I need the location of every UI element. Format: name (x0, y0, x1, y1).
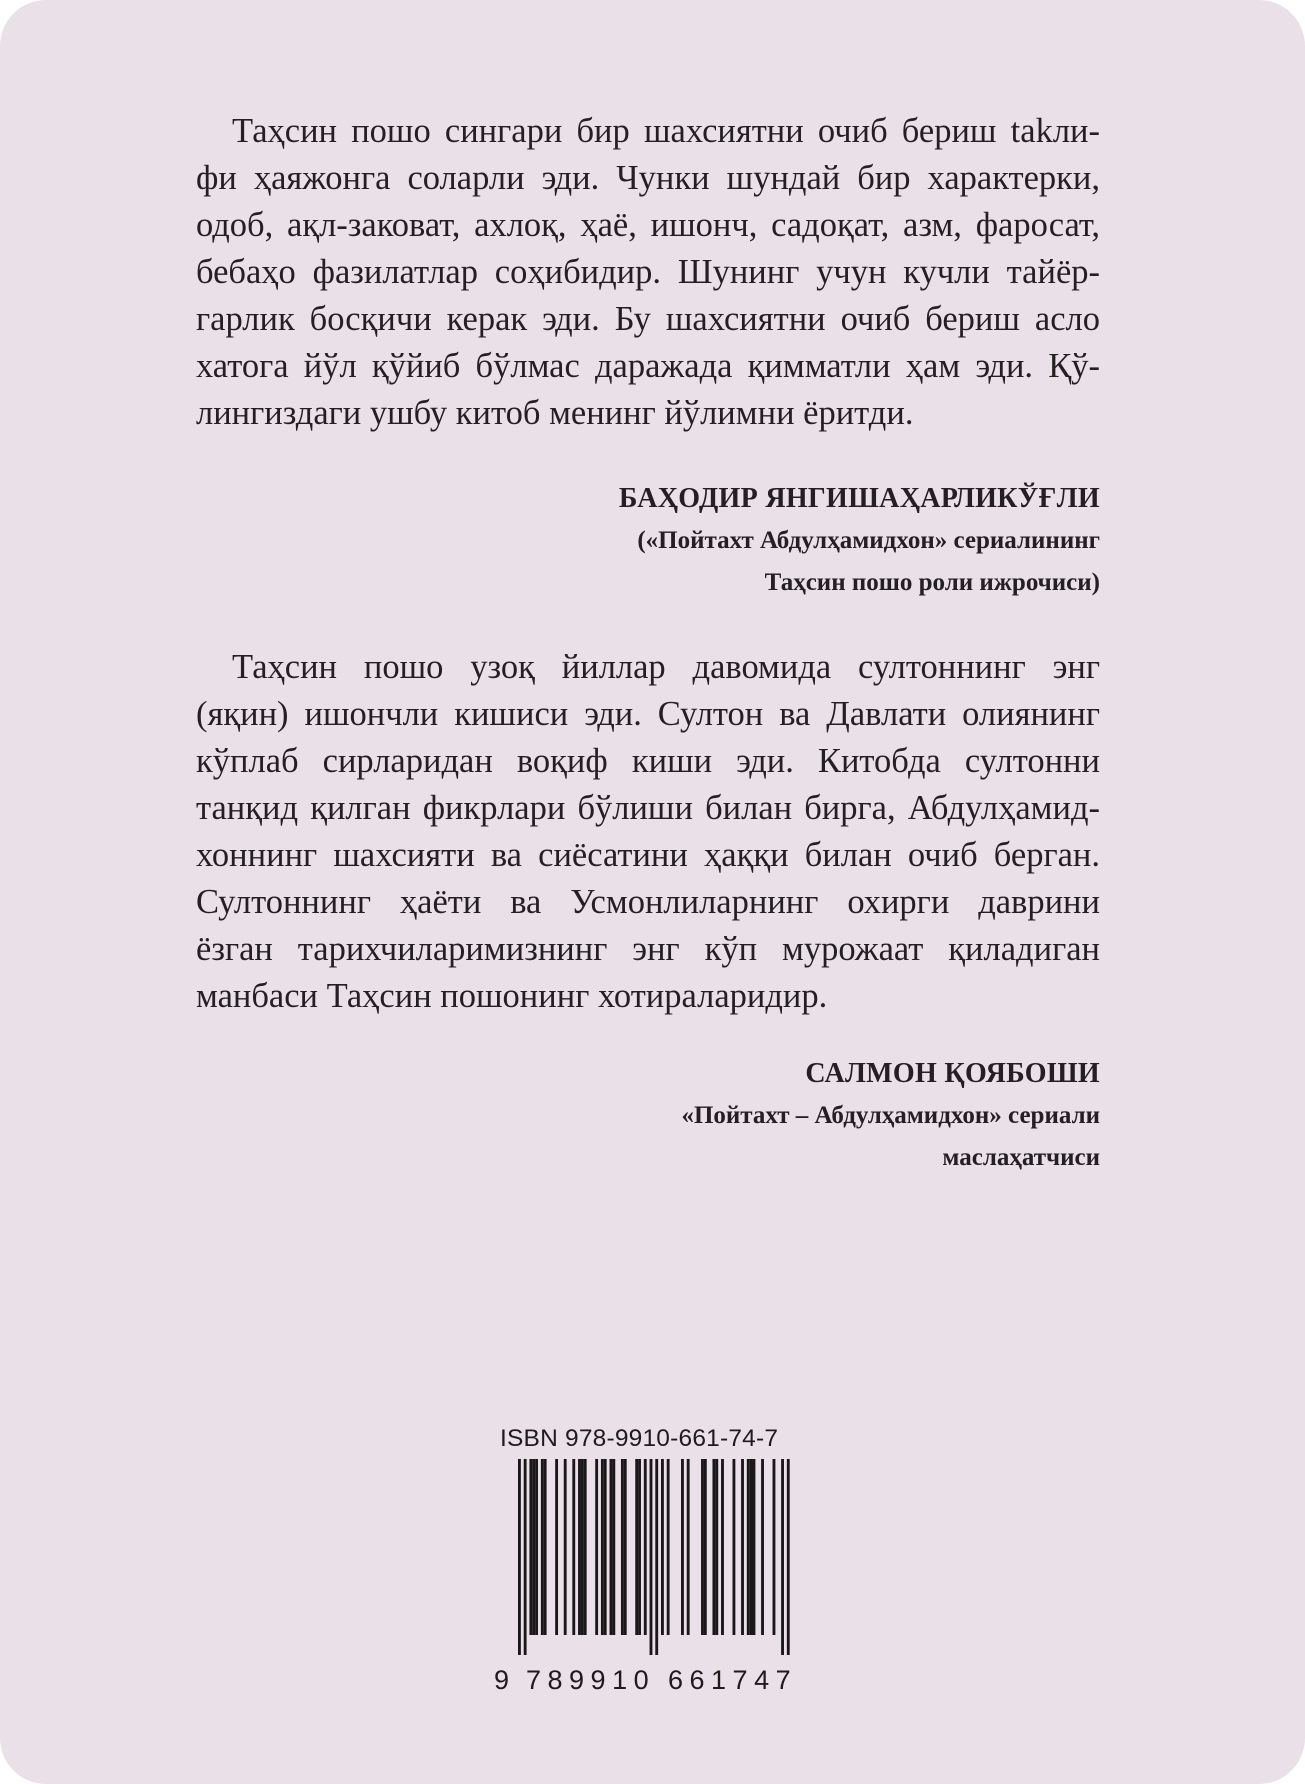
barcode-bar (541, 1459, 544, 1635)
review-2-role-line: маслаҳатчиси (942, 1144, 1100, 1171)
barcode-bar (544, 1459, 547, 1635)
isbn-barcode (492, 1425, 812, 1710)
barcode-bar (572, 1459, 575, 1635)
review-2-line: Таҳсин пошо узоқ йиллар давомида султоннинг энг (232, 648, 1100, 686)
review-1-role-line: («Пойтахт Абдулҳамидхон» сериалининг (637, 527, 1100, 554)
review-1-line: одоб, ақл-заковат, ахлоқ, ҳаё, ишонч, садоқат, азм, фаросат, (196, 206, 1100, 244)
review-2-line: (яқин) ишончли кишиси эди. Султон ва Давлати олиянинг (196, 695, 1100, 733)
review-1-line: лингиздаги ушбу китоб менинг йўлимни ёритди. (196, 394, 914, 432)
barcode-bar (750, 1459, 753, 1635)
barcode-bar (624, 1459, 627, 1635)
review-2-line: манбаси Таҳсин пошонинг хотираларидир. (196, 977, 828, 1015)
barcode-bar (578, 1459, 581, 1635)
barcode-bar (604, 1459, 607, 1635)
barcode-guard-bar (518, 1459, 521, 1655)
barcode-bar (741, 1459, 744, 1635)
barcode-bar (644, 1459, 647, 1635)
barcode-bar (761, 1459, 764, 1635)
barcode-bar (564, 1459, 567, 1635)
barcode-bar (621, 1459, 624, 1635)
barcode-bar (601, 1459, 604, 1635)
barcode-bar (638, 1459, 641, 1635)
isbn-label: ISBN 978-9910-661-74-7 (500, 1425, 779, 1452)
barcode-prefix-digit: 9 (494, 1665, 510, 1695)
review-2-line: кўплаб сирларидан воқиф киши эди. Китобда султонни (196, 742, 1100, 780)
review-paragraph-2 (196, 644, 1100, 1020)
barcode-bar (584, 1459, 587, 1635)
barcode-bar (610, 1459, 613, 1635)
barcode-guard-bar (655, 1459, 658, 1655)
barcode-bar (701, 1459, 704, 1635)
review-1-line: Таҳсин пошо сингари бир шахсиятни очиб бериш takли- (232, 112, 1100, 150)
review-2-role-line: «Пойтахт – Абдулҳамидхон» сериали (681, 1102, 1100, 1129)
review-1-signature (619, 478, 1100, 604)
barcode-bar (747, 1459, 750, 1635)
barcode-guard-bar (650, 1459, 653, 1655)
review-1-role-line: Таҳсин пошо роли ижрочиси) (764, 569, 1100, 596)
review-1-line: хатога йўл қўйиб бўлмас даражада қимматли ҳам эди. Қў- (196, 347, 1100, 385)
barcode-bar (773, 1459, 776, 1635)
barcode-bar (704, 1459, 707, 1635)
barcode-bar (753, 1459, 756, 1635)
barcode-digits (492, 1665, 812, 1705)
barcode-left-digits: 789910 (526, 1665, 656, 1695)
barcode-bar (733, 1459, 736, 1635)
barcode-bar (635, 1459, 638, 1635)
barcode-right-digits: 661747 (668, 1665, 798, 1695)
barcode-bars (492, 1459, 812, 1669)
barcode-bar (535, 1459, 538, 1635)
barcode-bar (661, 1459, 664, 1635)
barcode-bar (595, 1459, 598, 1635)
review-1-author: БАҲОДИР ЯНГИШАҲАРЛИКЎҒЛИ (618, 483, 1100, 514)
review-2-signature (681, 1053, 1100, 1179)
review-1-line: бебаҳо фазилатлар соҳибидир. Шунинг учун кучли тайёр- (196, 253, 1100, 291)
barcode-bar (681, 1459, 684, 1635)
barcode-guard-bar (524, 1459, 527, 1655)
barcode-bar (715, 1459, 718, 1635)
barcode-guard-bar (787, 1459, 790, 1655)
barcode-bar (581, 1459, 584, 1635)
barcode-bar (532, 1459, 535, 1635)
barcode-bar (555, 1459, 558, 1635)
review-paragraph-1 (196, 108, 1100, 437)
review-2-line: хоннинг шахсияти ва сиёсатини ҳаққи билан очиб берган. (196, 836, 1100, 874)
review-2-line: ёзган тарихчиларимизнинг энг кўп мурожаат қиладиган (196, 930, 1100, 968)
review-2-line: танқид қилган фикрлари бўлиши билан бирга, Абдулҳамид- (196, 789, 1100, 827)
review-2-line: Султоннинг ҳаёти ва Усмонлиларнинг охирги даврини (196, 883, 1100, 921)
barcode-guard-bar (781, 1459, 784, 1655)
barcode-bar (667, 1459, 670, 1635)
barcode-bar (687, 1459, 690, 1635)
review-2-author: САЛМОН ҚОЯБОШИ (805, 1058, 1100, 1089)
barcode-bar (529, 1459, 532, 1635)
barcode-bar (712, 1459, 715, 1635)
review-1-line: гарлик босқичи керак эди. Бу шахсиятни очиб бериш асло (196, 300, 1100, 338)
barcode-bar (612, 1459, 615, 1635)
review-1-line: фи ҳаяжонга соларли эди. Чунки шундай бир характерки, (196, 159, 1100, 197)
barcode-bar (721, 1459, 724, 1635)
